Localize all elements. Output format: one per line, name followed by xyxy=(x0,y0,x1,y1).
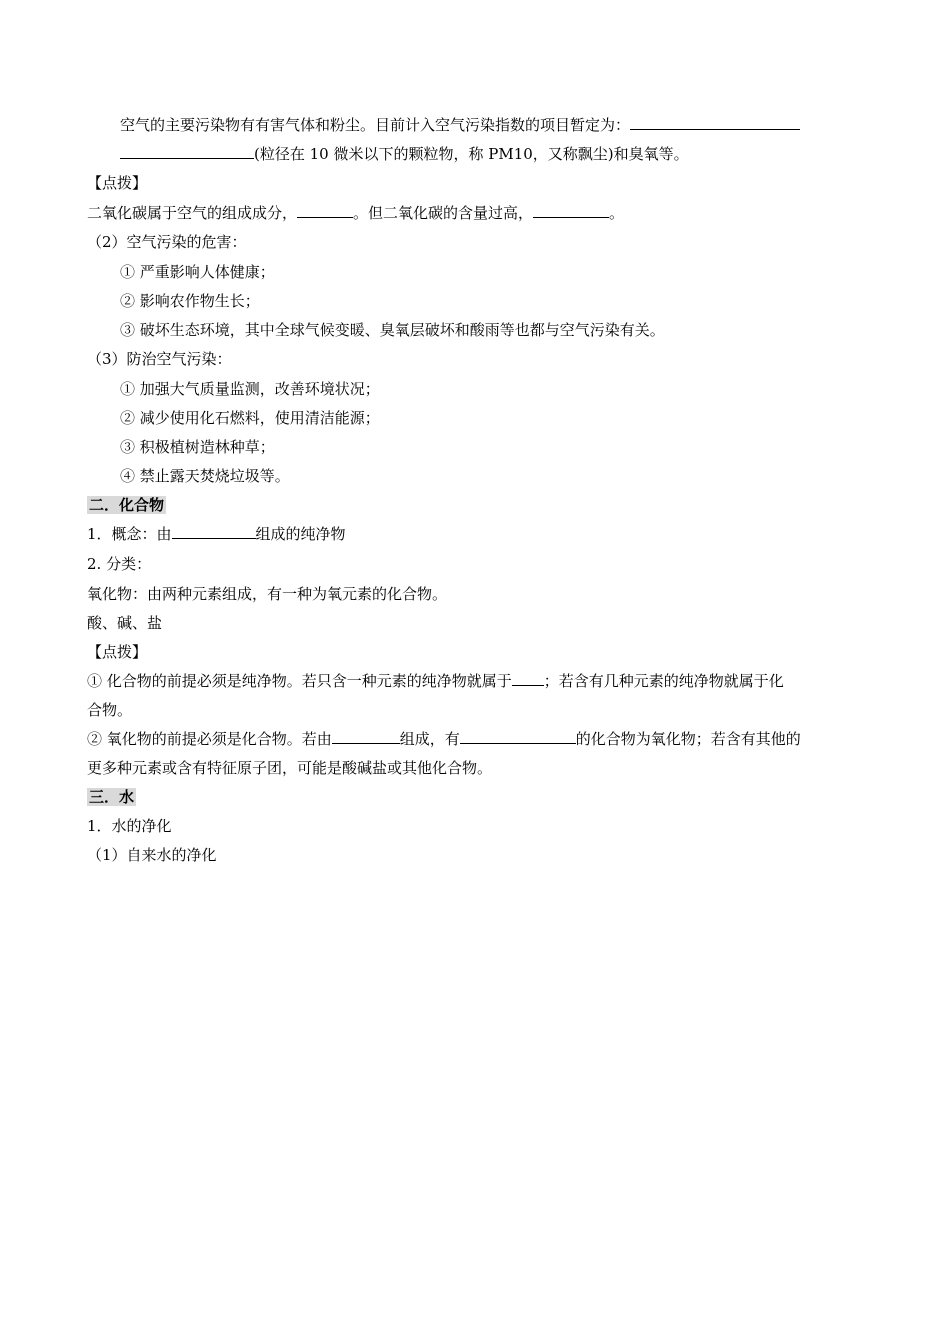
tap-water-purification: （1）自来水的净化 xyxy=(87,846,217,864)
concept-text-b: 组成的纯净物 xyxy=(255,525,346,543)
tip2-2-text-a: ② 氧化物的前提必须是化合物。若由 xyxy=(87,730,332,748)
concept-line xyxy=(87,523,346,545)
tip1-text-a: 二氧化碳属于空气的组成成分， xyxy=(87,204,298,222)
tip2-item2-line1 xyxy=(87,728,801,750)
harm-item: ③ 破坏生态环境，其中全球气候变暖、臭氧层破坏和酸雨等也都与空气污染有关。 xyxy=(120,321,665,339)
tip-label-1: 【点拨】 xyxy=(87,174,148,192)
classify-line: 2. 分类： xyxy=(87,555,152,573)
tip2-1-text-a: ① 化合物的前提必须是纯净物。若只含一种元素的纯净物就属于 xyxy=(87,672,512,690)
water-purification: 1．水的净化 xyxy=(87,817,172,835)
prevent-item: ④ 禁止露天焚烧垃圾等。 xyxy=(120,467,290,485)
tip2-1-text-b: ；若含有几种元素的纯净物就属于化 xyxy=(543,672,784,690)
section2-label: 二．化合物 xyxy=(89,496,165,514)
harm-item: ① 严重影响人体健康； xyxy=(120,263,275,281)
section3-label: 三．水 xyxy=(89,788,135,806)
paragraph-pollutants-line2 xyxy=(120,143,689,165)
tip2-item1-line1 xyxy=(87,670,784,692)
tip1-text-b: 。但二氧化碳的含量过高， xyxy=(353,204,534,222)
tip1-line xyxy=(87,202,624,224)
blank-co2-component xyxy=(297,202,353,218)
blank-concept xyxy=(172,523,256,539)
pm10-text: (粒径在 10 微米以下的颗粒物，称 PM10，又称飘尘)和臭氧等。 xyxy=(254,145,689,163)
prevent-item: ③ 积极植树造林种草； xyxy=(120,438,275,456)
tip2-item1-line2: 合物。 xyxy=(87,701,133,719)
oxide-definition: 氧化物：由两种元素组成，有一种为氧元素的化合物。 xyxy=(87,585,448,603)
section-heading-water xyxy=(87,786,136,808)
blank-oxygen-element xyxy=(460,728,576,744)
prevent-item: ① 加强大气质量监测，改善环境状况； xyxy=(120,380,380,398)
concept-text-a: 1．概念：由 xyxy=(87,525,172,543)
prevent-item: ② 减少使用化石燃料，使用清洁能源； xyxy=(120,409,380,427)
blank-element xyxy=(512,670,544,686)
tip2-2-text-b: 组成，有 xyxy=(399,730,460,748)
pollutants-text: 空气的主要污染物有有害气体和粉尘。目前计入空气污染指数的项目暂定为： xyxy=(120,116,631,134)
prevent-title: （3）防治空气污染： xyxy=(87,350,232,368)
blank-co2-excess xyxy=(533,202,609,218)
tip1-text-c: 。 xyxy=(609,204,625,222)
tip2-2-text-c: 的化合物为氧化物；若含有其他的 xyxy=(575,730,801,748)
tip-label-2: 【点拨】 xyxy=(87,643,148,661)
harm-item: ② 影响农作物生长； xyxy=(120,292,260,310)
paragraph-pollutants-line1 xyxy=(120,114,800,136)
blank-two-elements xyxy=(332,728,400,744)
section-heading-compounds xyxy=(87,494,166,516)
harm-title: （2）空气污染的危害： xyxy=(87,233,247,251)
acid-base-salt: 酸、碱、盐 xyxy=(87,614,163,632)
blank-pollution-items xyxy=(630,114,800,130)
blank-pollution-items-cont xyxy=(120,143,254,159)
tip2-item2-line2: 更多种元素或含有特征原子团，可能是酸碱盐或其他化合物。 xyxy=(87,759,493,777)
